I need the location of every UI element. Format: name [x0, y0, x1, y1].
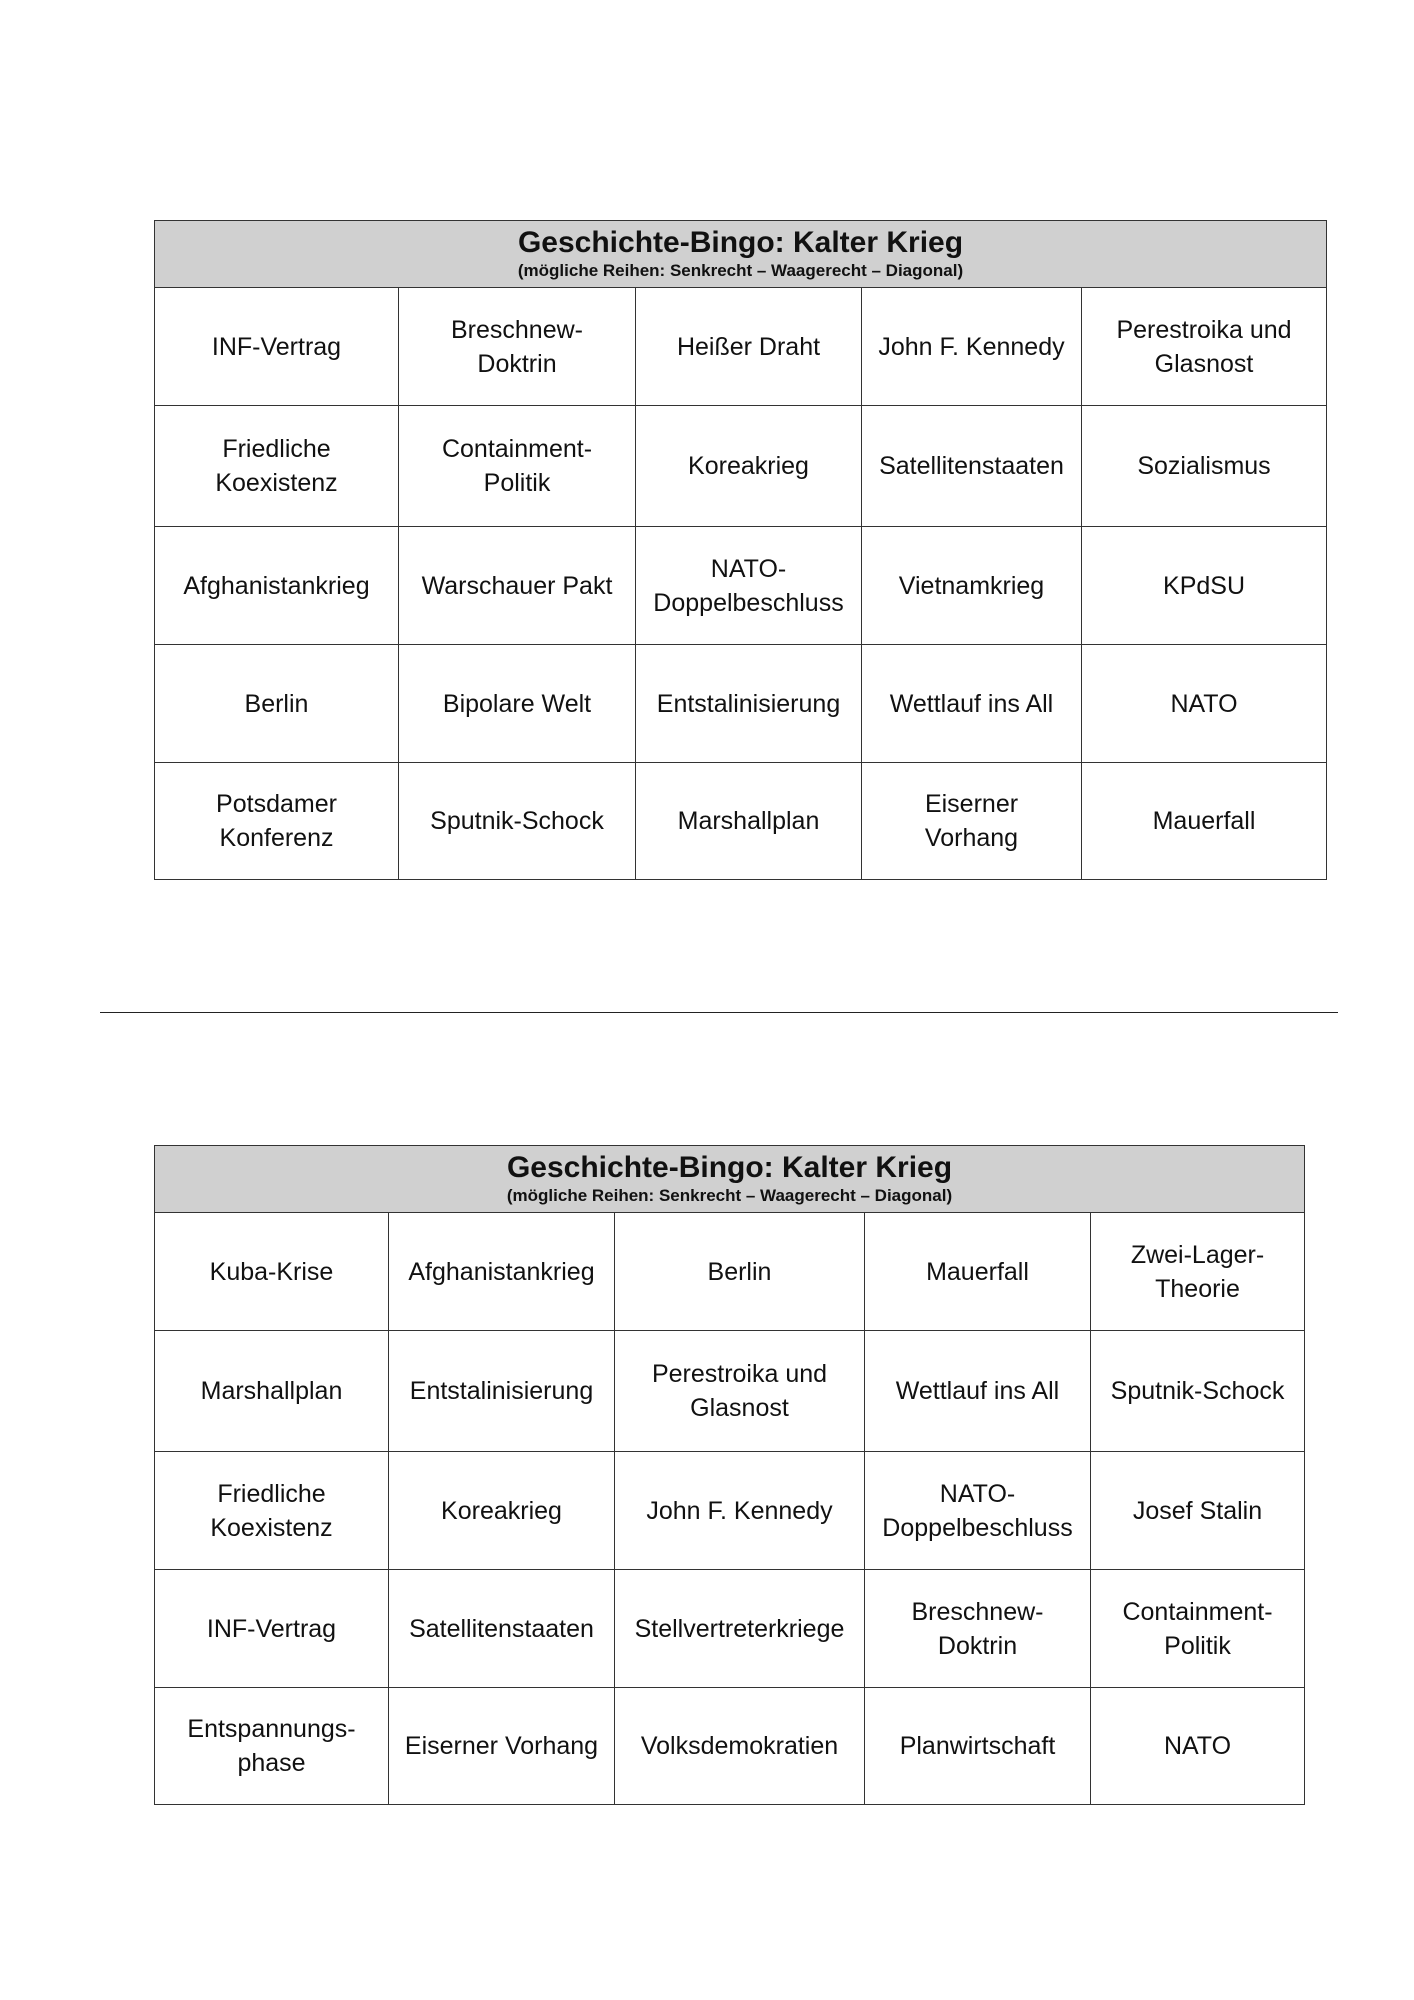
bingo-cell: Sputnik-Schock	[399, 763, 636, 880]
bingo-cell: KPdSU	[1082, 527, 1327, 645]
bingo-subtitle: (mögliche Reihen: Senkrecht – Waagerecht – Diagonal)	[517, 261, 964, 280]
bingo-cell: Satellitenstaaten	[389, 1570, 615, 1688]
bingo-cell: Eiserner Vorhang	[862, 763, 1082, 880]
bingo-cell: Afghanistankrieg	[155, 527, 399, 645]
bingo-row	[155, 1452, 1305, 1570]
bingo-row	[155, 288, 1327, 406]
bingo-cell: Breschnew- Doktrin	[865, 1570, 1091, 1688]
bingo-cell: Kuba-Krise	[155, 1213, 389, 1331]
bingo-cell: Eiserner Vorhang	[389, 1688, 615, 1805]
bingo-cell: Sozialismus	[1082, 406, 1327, 527]
bingo-cell: Warschauer Pakt	[399, 527, 636, 645]
bingo-cell: Volksdemokratien	[615, 1688, 865, 1805]
bingo-cell: Mauerfall	[865, 1213, 1091, 1331]
bingo-cell: Entstalinisierung	[389, 1331, 615, 1452]
bingo-cell: Afghanistankrieg	[389, 1213, 615, 1331]
bingo-cell: John F. Kennedy	[862, 288, 1082, 406]
bingo-cell: Marshallplan	[155, 1331, 389, 1452]
bingo-cell: Containment- Politik	[399, 406, 636, 527]
bingo-card-2	[154, 1145, 1305, 1805]
bingo-card-1	[154, 220, 1327, 880]
bingo-cell: NATO	[1091, 1688, 1305, 1805]
bingo-cell: NATO- Doppelbeschluss	[865, 1452, 1091, 1570]
bingo-row	[155, 1213, 1305, 1331]
bingo-row	[155, 763, 1327, 880]
bingo-row	[155, 527, 1327, 645]
bingo-title: Geschichte-Bingo: Kalter Krieg	[517, 226, 964, 259]
bingo-cell: Stellvertreterkriege	[615, 1570, 865, 1688]
bingo-cell: NATO- Doppelbeschluss	[636, 527, 862, 645]
bingo-cell: Marshallplan	[636, 763, 862, 880]
bingo-cell: Berlin	[615, 1213, 865, 1331]
bingo-card-header	[155, 1146, 1305, 1213]
bingo-cell: Perestroika und Glasnost	[1082, 288, 1327, 406]
bingo-cell: John F. Kennedy	[615, 1452, 865, 1570]
bingo-cell: Containment- Politik	[1091, 1570, 1305, 1688]
bingo-cell: Zwei-Lager- Theorie	[1091, 1213, 1305, 1331]
bingo-cell: Entspannungs- phase	[155, 1688, 389, 1805]
bingo-cell: Satellitenstaaten	[862, 406, 1082, 527]
bingo-row	[155, 1331, 1305, 1452]
bingo-row	[155, 406, 1327, 527]
bingo-cell: Sputnik-Schock	[1091, 1331, 1305, 1452]
bingo-cell: Mauerfall	[1082, 763, 1327, 880]
bingo-cell: Koreakrieg	[636, 406, 862, 527]
bingo-cell: INF-Vertrag	[155, 1570, 389, 1688]
bingo-cell: Friedliche Koexistenz	[155, 406, 399, 527]
bingo-cell: Vietnamkrieg	[862, 527, 1082, 645]
bingo-title: Geschichte-Bingo: Kalter Krieg	[506, 1151, 953, 1184]
bingo-cell: Breschnew- Doktrin	[399, 288, 636, 406]
bingo-cell: INF-Vertrag	[155, 288, 399, 406]
bingo-cell: Planwirtschaft	[865, 1688, 1091, 1805]
bingo-row	[155, 1688, 1305, 1805]
bingo-cell: Entstalinisierung	[636, 645, 862, 763]
bingo-cell: Heißer Draht	[636, 288, 862, 406]
bingo-cell: Perestroika und Glasnost	[615, 1331, 865, 1452]
bingo-cell: Wettlauf ins All	[862, 645, 1082, 763]
bingo-cell: Wettlauf ins All	[865, 1331, 1091, 1452]
bingo-cell: Friedliche Koexistenz	[155, 1452, 389, 1570]
bingo-cell: Koreakrieg	[389, 1452, 615, 1570]
bingo-cell: Potsdamer Konferenz	[155, 763, 399, 880]
bingo-card-header	[155, 221, 1327, 288]
bingo-subtitle: (mögliche Reihen: Senkrecht – Waagerecht – Diagonal)	[506, 1186, 953, 1205]
cut-line-divider	[100, 1012, 1338, 1013]
bingo-cell: Josef Stalin	[1091, 1452, 1305, 1570]
bingo-cell: Berlin	[155, 645, 399, 763]
bingo-row	[155, 1570, 1305, 1688]
bingo-row	[155, 645, 1327, 763]
bingo-cell: NATO	[1082, 645, 1327, 763]
bingo-cell: Bipolare Welt	[399, 645, 636, 763]
